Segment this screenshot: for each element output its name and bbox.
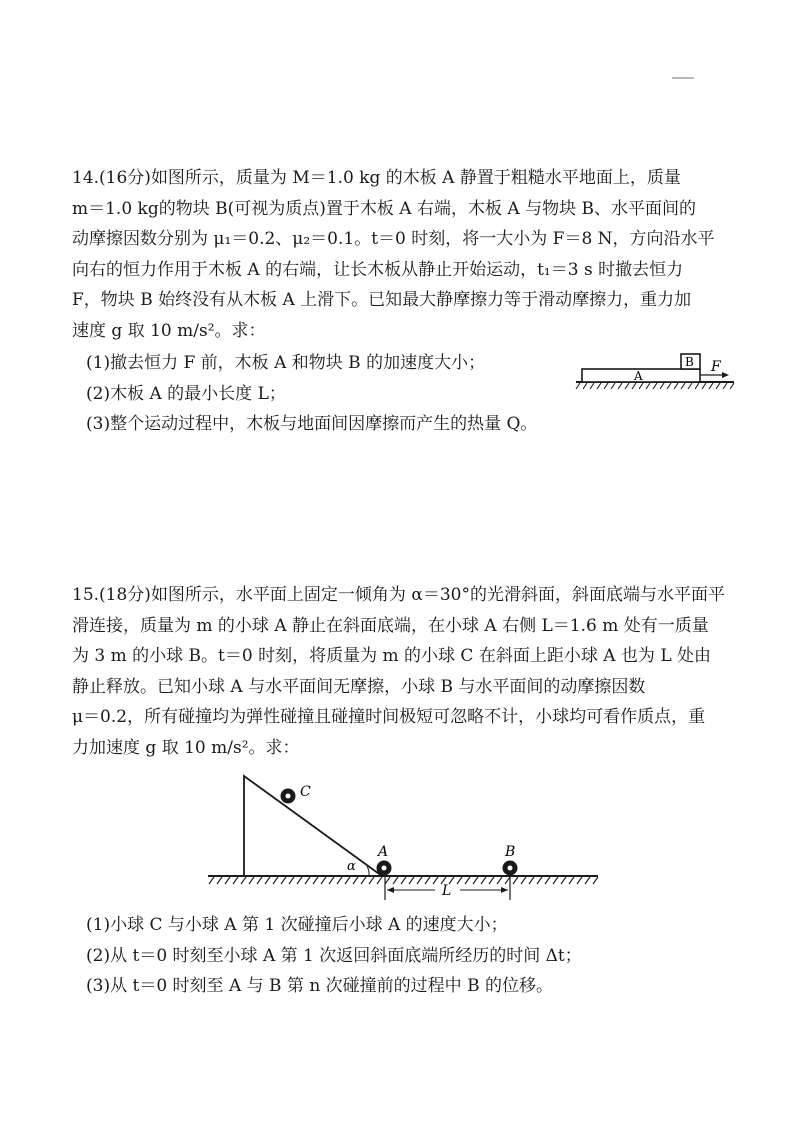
problem-14-line-5: F，物块 B 始终没有从木板 A 上滑下。已知最大静摩擦力等于滑动摩擦力，重力加 [72, 290, 692, 310]
ball-a-label: A [378, 844, 389, 860]
problem-15 [72, 580, 742, 996]
ground-hatch [576, 383, 734, 389]
problem-14-header: 14.(16分) [72, 168, 151, 188]
problem-14-question-3: (3)整个运动过程中，木板与地面间因摩擦而产生的热量 Q。 [86, 414, 538, 434]
problem-14-line-1: 14.(16分)如图所示，质量为 M＝1.0 kg 的木板 A 静置于粗糙水平地面上，质量 [72, 168, 681, 188]
problem-14-line-4: 向右的恒力作用于木板 A 的右端，让长木板从静止开始运动，t₁＝3 s 时撤去恒力 [72, 259, 684, 280]
force-label: F [711, 359, 721, 375]
problem-15-line-3: 为 3 m 的小球 B。t＝0 时刻，将质量为 m 的小球 C 在斜面上距小球 A 也为 L 处由 [72, 646, 712, 666]
problem-15-question-2: (2)从 t＝0 时刻至小球 A 第 1 次返回斜面底端所经历的时间 Δt； [86, 945, 582, 966]
problem-14 [72, 163, 742, 440]
problem-14-question-2: (2)木板 A 的最小长度 L； [86, 383, 286, 404]
problem-15-line-4: 静止释放。已知小球 A 与水平面间无摩擦，小球 B 与水平面间的动摩擦因数 [72, 676, 646, 697]
problem-15-header: 15.(18分) [72, 585, 151, 605]
problem-15-line-2: 滑连接，质量为 m 的小球 A 静止在斜面底端，在小球 A 右侧 L＝1.6 m 处有一质量 [72, 615, 709, 636]
incline [244, 776, 382, 876]
force-arrowhead [722, 372, 729, 378]
problem-14-question-1: (1)撤去恒力 F 前，木板 A 和物块 B 的加速度大小； [86, 353, 486, 373]
problem-15-questions [86, 910, 582, 1002]
figure-incline-balls [206, 772, 600, 908]
problem-14-line-2: m＝1.0 kg的物块 B(可视为质点)置于木板 A 右端，木板 A 与物块 B、水平面间的 [72, 198, 696, 219]
ground-hatch [209, 877, 598, 884]
figure-board-block [574, 350, 740, 392]
scan-mark [672, 77, 694, 79]
problem-15-line-6: 力加速度 g 取 10 m/s²。求： [72, 737, 300, 758]
board-a-label: A [634, 369, 643, 383]
ball-b-label: B [505, 844, 516, 860]
ball-c-label: C [300, 784, 311, 800]
problem-15-line-1: 15.(18分)如图所示，水平面上固定一倾角为 α＝30°的光滑斜面，斜面底端与水平面平 [72, 585, 725, 605]
angle-label: α [347, 859, 356, 874]
problem-14-line-6: 速度 g 取 10 m/s²。求： [72, 320, 266, 341]
problem-14-line-3: 动摩擦因数分别为 μ₁＝0.2、μ₂＝0.1。t＝0 时刻，将一大小为 F＝8 N，方向沿水平 [72, 229, 715, 249]
block-b-label: B [685, 355, 694, 369]
distance-label: L [442, 883, 452, 899]
problem-15-question-3: (3)从 t＝0 时刻至 A 与 B 第 n 次碰撞前的过程中 B 的位移。 [86, 976, 553, 996]
problem-15-line-5: μ＝0.2，所有碰撞均为弹性碰撞且碰撞时间极短可忽略不计，小球均可看作质点，重 [72, 707, 706, 727]
problem-15-question-1: (1)小球 C 与小球 A 第 1 次碰撞后小球 A 的速度大小； [86, 915, 508, 935]
